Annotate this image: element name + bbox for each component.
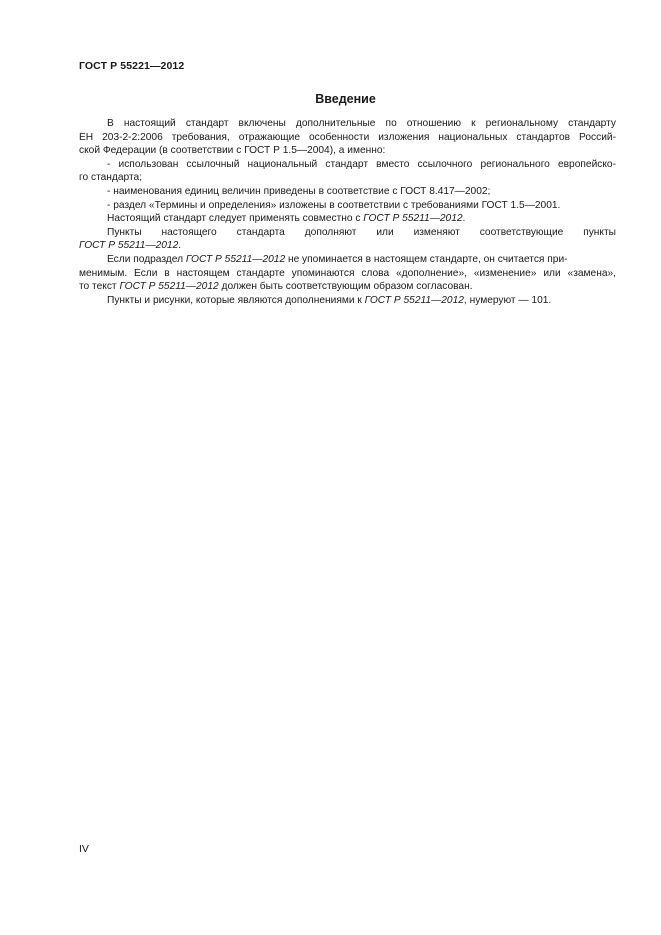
standard-reference: ГОСТ Р 55211—2012	[363, 213, 463, 225]
standard-reference: ГОСТ Р 55211—2012	[119, 281, 219, 293]
text-fragment: не упоминается в настоящем стандарте, он считается при-	[285, 253, 568, 265]
text-fragment: Настоящий стандарт следует применять совместно с	[107, 213, 364, 225]
standard-reference: ГОСТ Р 55211—2012	[364, 294, 464, 306]
text-line-8	[79, 212, 616, 226]
text-fragment: то текст	[79, 281, 120, 293]
text-fragment: .	[178, 240, 182, 252]
section-title: Введение	[315, 92, 376, 106]
text-line-12: менимым. Если в настоящем стандарте упоминаются слова «дополнение», «изменение» или «замена»,	[79, 267, 616, 279]
standard-reference: ГОСТ Р 55211—2012	[79, 240, 179, 252]
text-line-9: Пункты настоящего стандарта дополняют или изменяют соответствующие пункты	[107, 226, 616, 238]
text-line-5: го стандарта;	[79, 172, 143, 184]
text-line-6: - наименования единиц величин приведены в соответствие с ГОСТ 8.417—2002;	[107, 185, 491, 197]
text-line-2: ЕН 203-2-2:2006 требования, отражающие особенности изложения национальных стандартов Россий-	[79, 131, 616, 143]
text-line-4: - использован ссылочный национальный стандарт вместо ссылочного регионального европейско-	[107, 158, 616, 170]
text-fragment: Пункты и рисунки, которые являются дополнениями к	[107, 294, 365, 306]
standard-reference: ГОСТ Р 55211—2012	[185, 253, 286, 265]
text-fragment: .	[462, 213, 466, 225]
text-fragment: Если подраздел	[107, 253, 186, 265]
text-line-7: - раздел «Термины и определения» изложены в соответствии с требованиями ГОСТ 1.5—2001.	[107, 199, 561, 211]
document-header-title: ГОСТ Р 55221—2012	[79, 60, 185, 72]
text-line-14	[79, 294, 616, 308]
text-line-1: В настоящий стандарт включены дополнительные по отношению к региональному стандарту	[107, 118, 616, 129]
text-fragment: , нумеруют — 101.	[463, 294, 552, 306]
text-line-13	[79, 280, 616, 294]
text-line-11	[79, 253, 616, 267]
body-text	[79, 117, 616, 307]
text-fragment: должен быть соответствующим образом согласован.	[218, 281, 473, 293]
page-number: IV	[79, 843, 89, 855]
text-line-10	[79, 239, 616, 253]
text-line-3: ской Федерации (в соответствии с ГОСТ Р 1.5—2004), а именно:	[79, 145, 386, 157]
